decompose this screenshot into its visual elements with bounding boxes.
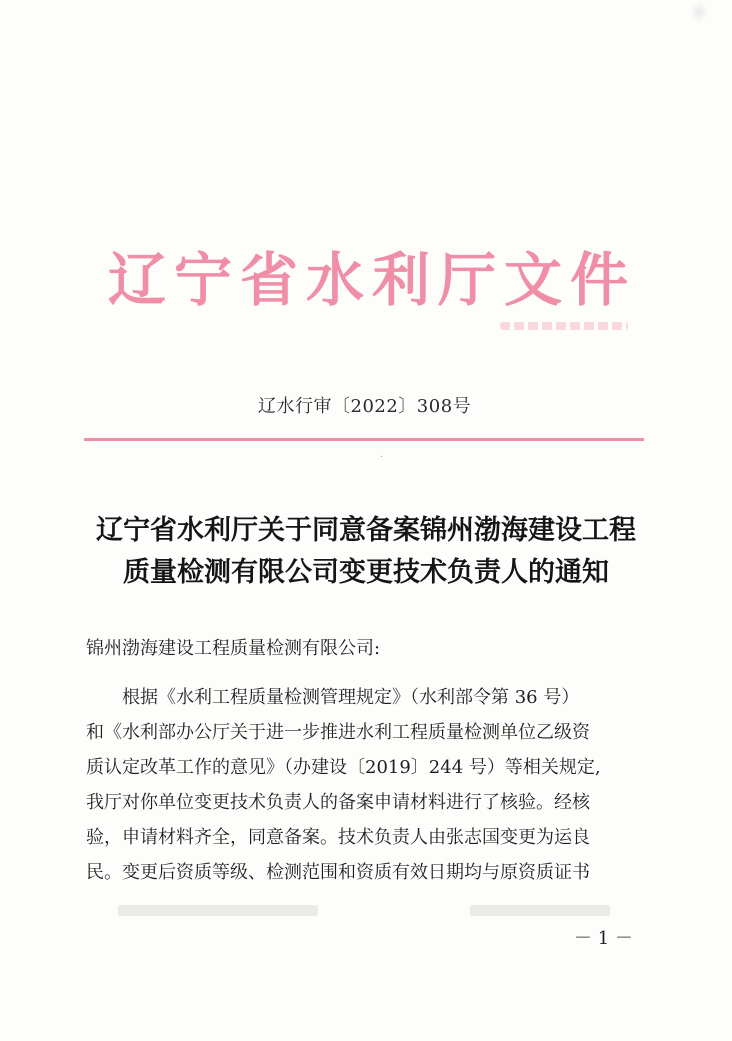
addressee: 锦州渤海建设工程质量检测有限公司:: [86, 638, 381, 659]
red-divider-line: [84, 438, 644, 441]
issuer-header-title: 辽宁省水利厅文件: [108, 246, 637, 314]
notice-title: [80, 510, 652, 594]
scan-speck: ·: [380, 452, 384, 463]
body-line: 验，申请材料齐全，同意备案。技术负责人由张志国变更为运良: [86, 827, 590, 848]
show-through-mark: [118, 905, 318, 916]
page-number: － 1 －: [574, 928, 633, 949]
show-through-mark: [470, 905, 610, 916]
notice-title-line-1: 辽宁省水利厅关于同意备案锦州渤海建设工程: [96, 515, 636, 546]
notice-title-line-2: 质量检测有限公司变更技术负责人的通知: [123, 557, 609, 588]
scan-smudge: [690, 0, 708, 24]
body-line: 根据《水利工程质量检测管理规定》（水利部令第 36 号）: [122, 687, 580, 708]
body-line: 和《水利部办公厅关于进一步推进水利工程质量检测单位乙级资: [86, 722, 590, 743]
body-line: 质认定改革工作的意见》（办建设〔2019〕244 号）等相关规定,: [86, 757, 601, 778]
body-line: 我厅对你单位变更技术负责人的备案申请材料进行了核验。经核: [86, 792, 590, 813]
faint-stamp-mark: [500, 322, 628, 330]
body-line: 民。变更后资质等级、检测范围和资质有效日期均与原资质证书: [86, 862, 590, 883]
notice-body: [86, 680, 646, 890]
document-number: 辽水行审〔2022〕308号: [258, 396, 472, 417]
